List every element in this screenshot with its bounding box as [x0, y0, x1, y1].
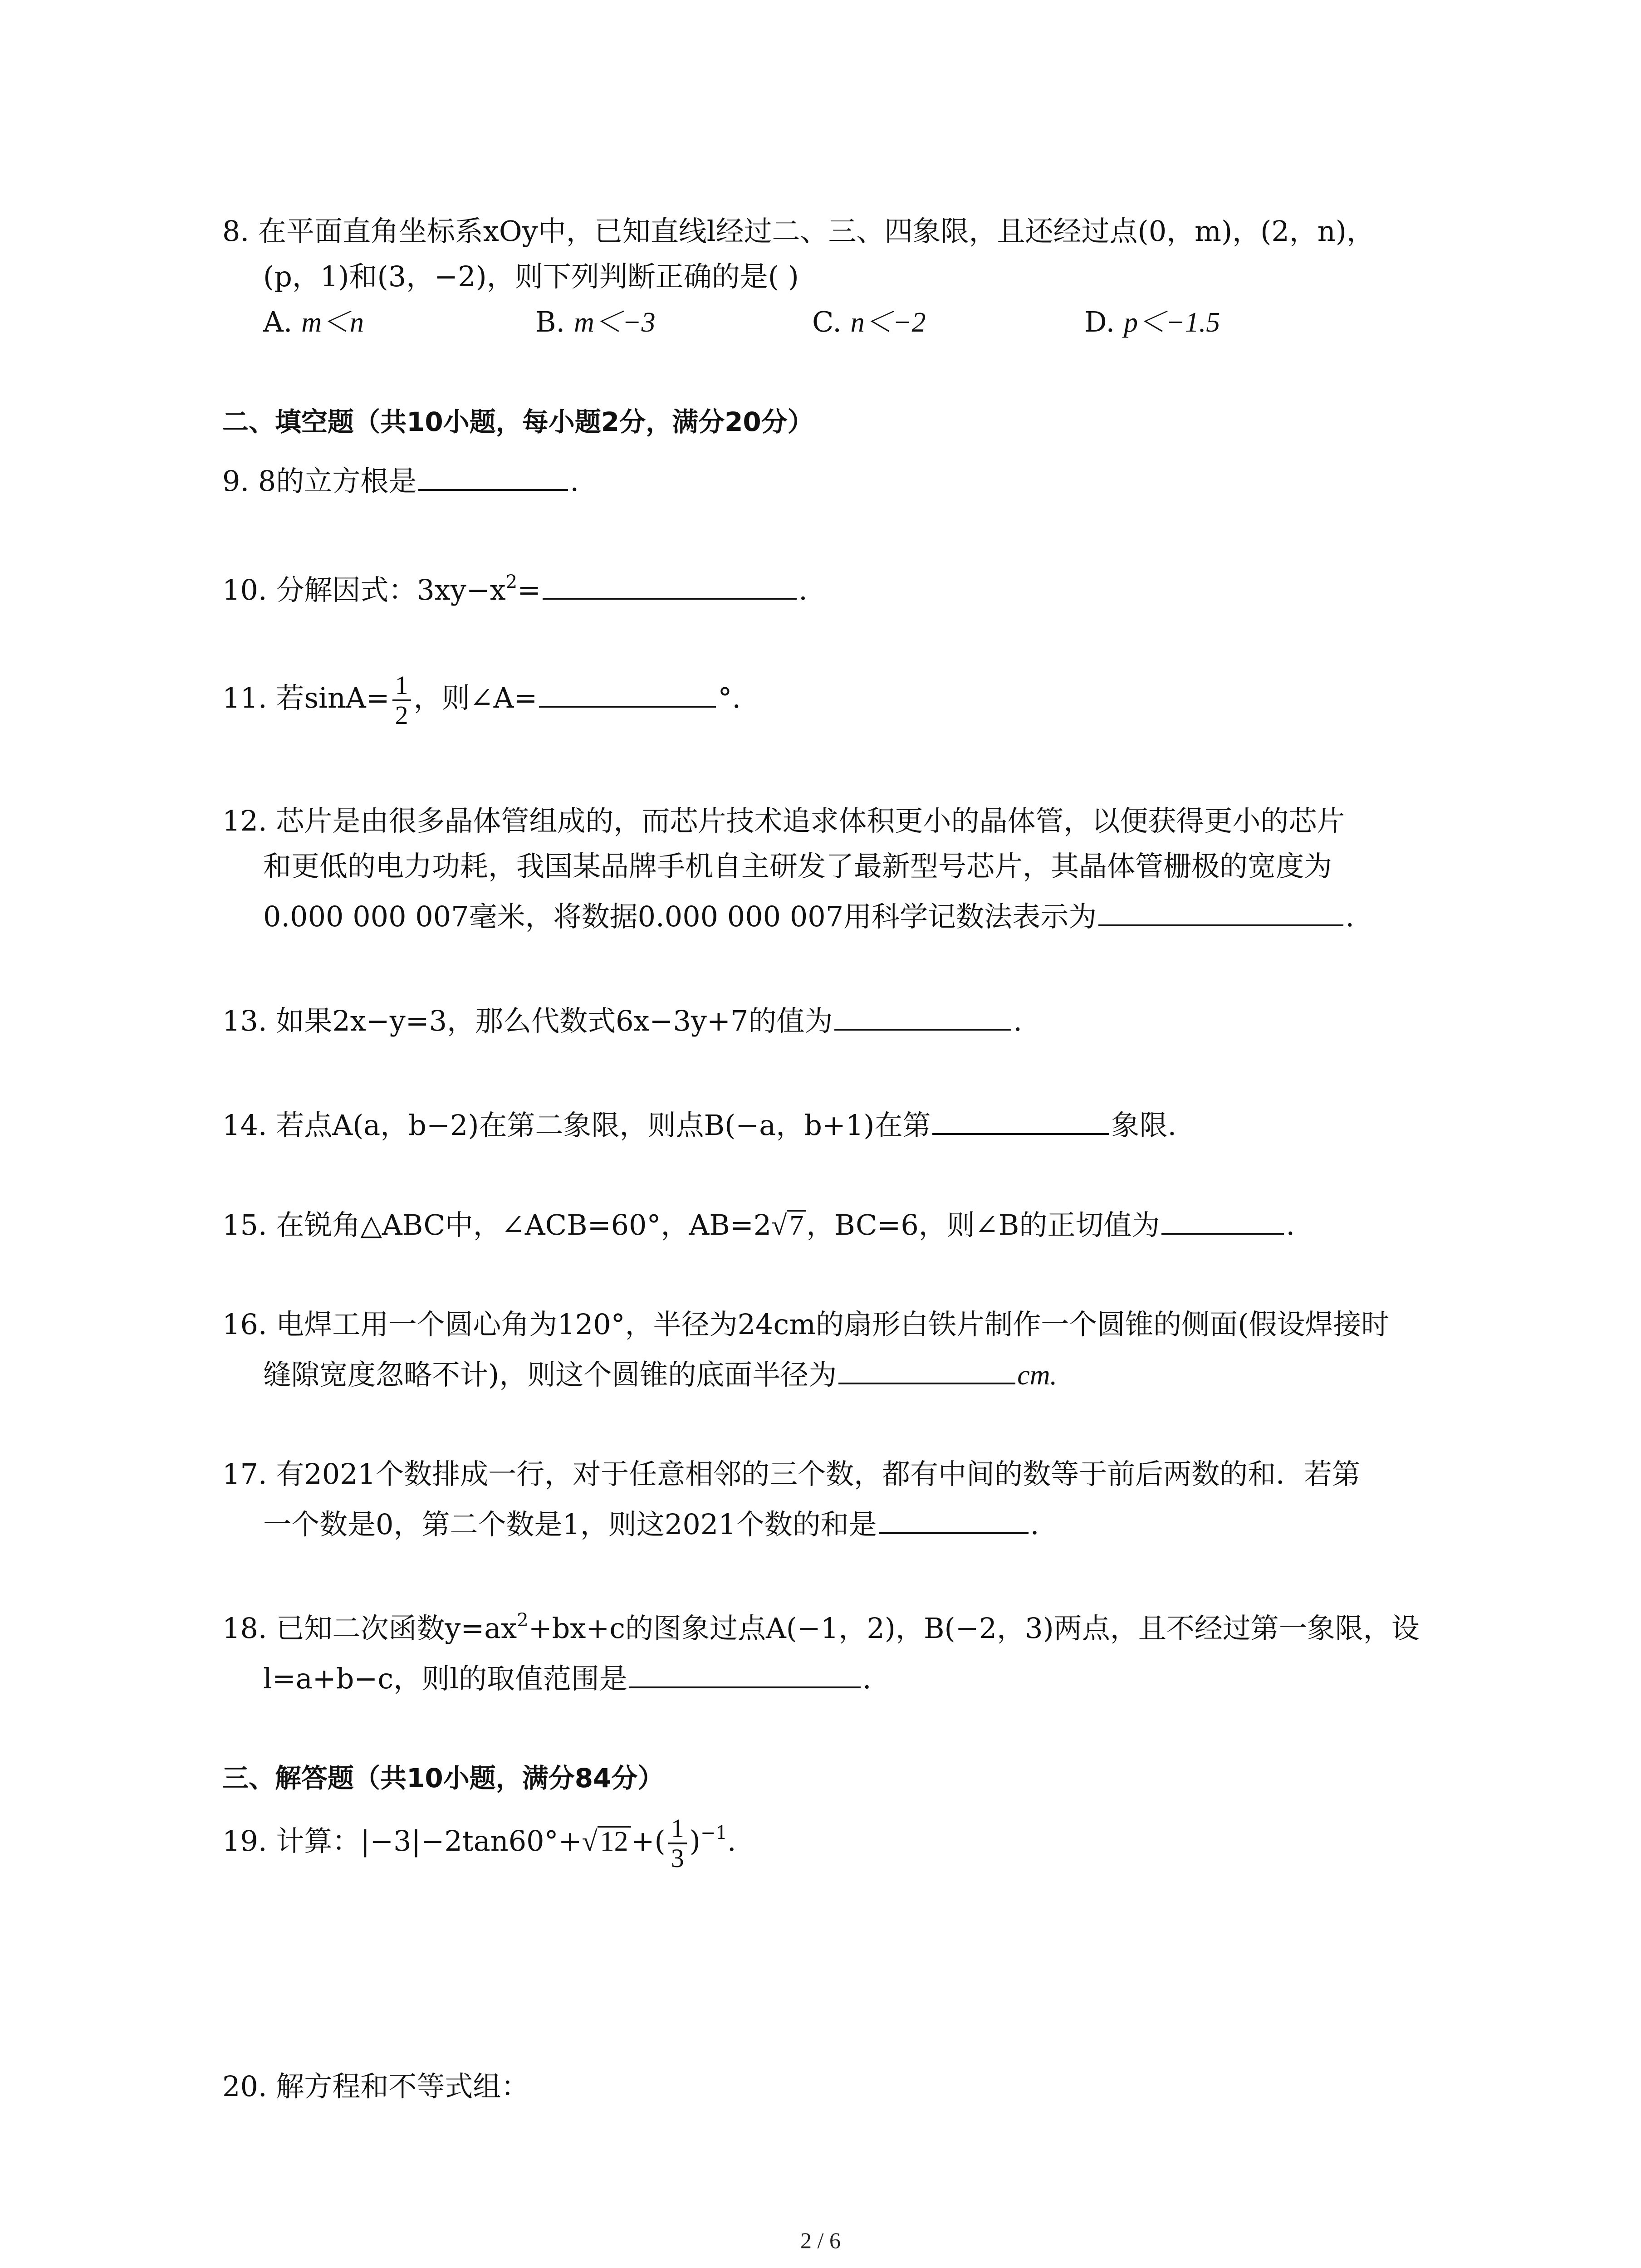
answer-blank [879, 1506, 1029, 1534]
question-number: 10. [222, 573, 267, 606]
section-heading-fill-in: 二、填空题（共10小题，每小题2分，满分20分） [222, 406, 814, 437]
question-18-line-1: 18. 已知二次函数$y=ax^2+bx+c$的图象过点A(−1，2)，B(−2，3)两点，且不经过第一象限，设 [222, 1610, 1420, 1645]
question-20: 20. 解方程和不等式组： [222, 2070, 529, 2103]
question-11: 11. 若sinA= $\frac{1}{2}$ ，则∠A= °. [222, 670, 741, 730]
question-12-line-3: 0.000 000 007毫米，将数据0.000 000 007用科学记数法表示为 . [263, 898, 1354, 935]
question-number: 18. [222, 1612, 267, 1645]
question-16-line-1: 16. 电焊工用一个圆心角为120°，半径为24cm的扇形白铁片制作一个圆锥的侧面(假设焊接时 [222, 1308, 1390, 1341]
question-9: 9. 8的立方根是 . [222, 463, 579, 499]
question-14: 14. 若点A(a，b−2)在第二象限，则点B(−a，b+1)在第 象限. [222, 1107, 1176, 1144]
square-root: √12 [582, 1823, 631, 1860]
question-number: 20. [222, 2070, 267, 2103]
answer-blank [1098, 898, 1343, 926]
answer-blank [629, 1660, 861, 1688]
question-number: 9. [222, 464, 250, 498]
answer-blank [834, 1002, 1011, 1031]
question-17-line-2: 一个数是0，第二个数是1，则这2021个数的和是 . [263, 1506, 1039, 1543]
question-number: 8. [222, 215, 250, 248]
option-a: A. m＜n [263, 305, 364, 338]
answer-blank [539, 679, 716, 708]
question-number: 12. [222, 804, 267, 837]
question-8-line-1 [222, 213, 1375, 249]
option-b: B. m＜−3 [535, 305, 656, 338]
fraction: $\frac{1}{3}$ [668, 1814, 687, 1872]
square-root: √7 [771, 1207, 806, 1244]
option-c: C. n＜−2 [812, 305, 926, 338]
question-18-line-2: l=a+b−c，则l的取值范围是 . [263, 1660, 872, 1697]
question-number: 15. [222, 1208, 267, 1242]
fraction: $\frac{1}{2}$ [392, 671, 411, 729]
question-number: 14. [222, 1109, 267, 1142]
answer-blank [1161, 1207, 1284, 1235]
answer-blank [543, 572, 797, 600]
question-15: 15. 在锐角△ABC中，∠ACB=60°，AB=2√7，BC=6，则∠B的正切值为 . [222, 1207, 1295, 1244]
question-12-line-1: 12. 芯片是由很多晶体管组成的，而芯片技术追求体积更小的晶体管，以便获得更小的芯片 [222, 804, 1345, 837]
question-number: 17. [222, 1457, 267, 1491]
answer-blank [418, 463, 568, 491]
question-number: 16. [222, 1308, 267, 1341]
question-number: 11. [222, 681, 267, 715]
question-number: 13. [222, 1004, 267, 1037]
answer-blank [838, 1356, 1015, 1384]
question-13: 13. 如果2x−y=3，那么代数式6x−3y+7的值为 . [222, 1002, 1022, 1039]
question-17-line-1: 17. 有2021个数排成一行，对于任意相邻的三个数，都有中间的数等于前后两数的和．若第 [222, 1457, 1361, 1491]
question-12-line-2: 和更低的电力功耗，我国某品牌手机自主研发了最新型号芯片，其晶体管栅极的宽度为 [263, 850, 1332, 883]
question-16-line-2: 缝隙宽度忽略不计)，则这个圆锥的底面半径为 cm. [263, 1356, 1057, 1393]
answer-blank [932, 1107, 1109, 1135]
question-number: 19. [222, 1824, 267, 1858]
question-10: 10. 分解因式：$3xy-x^2=$ . [222, 572, 808, 606]
section-heading-answer: 三、解答题（共10小题，满分84分） [222, 1763, 664, 1794]
question-19: 19. 计算：|−3|−2tan60°+√12+( $\frac{1}{3}$ )$^{-1}$. [222, 1813, 736, 1873]
option-d: D. p＜−1.5 [1084, 305, 1220, 338]
question-text: 在平面直角坐标系xOy中，已知直线l经过二、三、四象限，且还经过点(0，m)，(2，n)， [258, 215, 1375, 248]
page-number: 2 / 6 [800, 2228, 841, 2253]
question-8-line-2: (p，1)和(3，−2)，则下列判断正确的是( ) [263, 260, 799, 293]
